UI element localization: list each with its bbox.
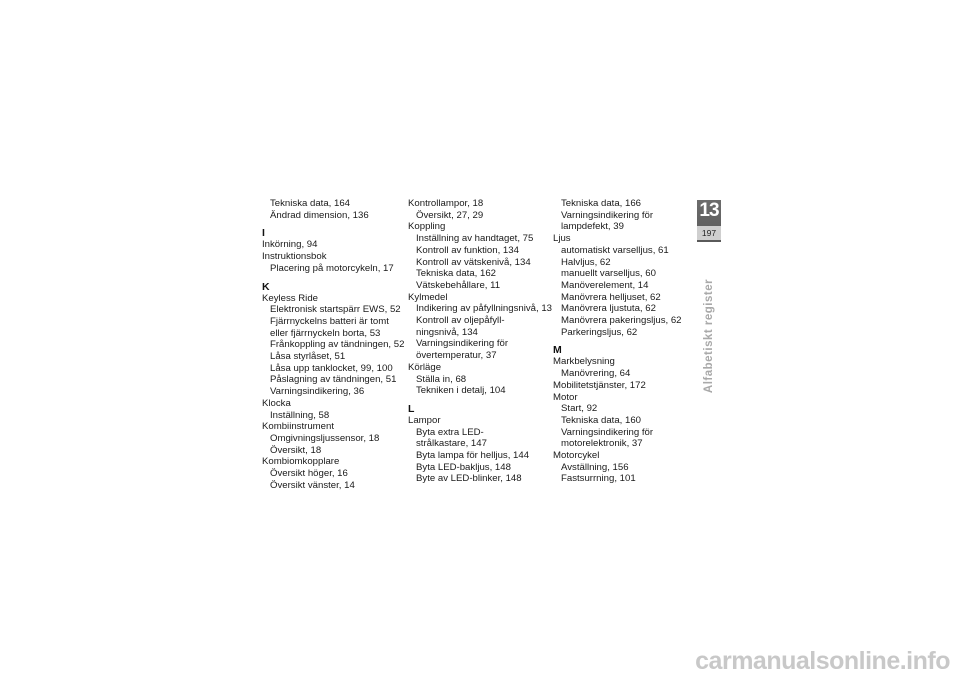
watermark: carmanualsonline.info — [695, 647, 950, 675]
index-subentry: Tekniska data, 164 — [270, 198, 351, 209]
index-column-1 — [262, 198, 405, 491]
index-subentry: Kontroll av vätskenivå, 134 — [416, 256, 531, 268]
index-subentry: Byta extra LED- — [416, 426, 484, 438]
index-subentry: eller fjärrnyckeln borta, 53 — [270, 327, 381, 339]
index-subentry: Tekniken i detalj, 104 — [416, 385, 506, 397]
index-subentry: Tekniska data, 160 — [561, 414, 642, 426]
index-subentry: Ändrad dimension, 136 — [270, 209, 369, 221]
index-entry: Markbelysning — [553, 356, 615, 368]
index-entry: Motorcykel — [553, 450, 600, 462]
index-entry: Instruktionsbok — [262, 251, 327, 263]
index-subentry: Placering på motorcykeln, 17 — [270, 262, 394, 274]
index-letter-heading: K — [262, 280, 270, 293]
chapter-tab — [697, 200, 721, 242]
index-subentry: Parkeringsljus, 62 — [561, 326, 638, 338]
index-subentry: Start, 92 — [561, 403, 598, 415]
index-subentry: Översikt höger, 16 — [270, 468, 348, 480]
index-subentry: Halvljus, 62 — [561, 256, 611, 268]
index-entry: Klocka — [262, 397, 291, 409]
index-subentry: Inställning, 58 — [270, 409, 330, 421]
index-subentry: Omgivningsljussensor, 18 — [270, 432, 380, 444]
index-subentry: Kontroll av oljepåfyll- — [416, 315, 505, 327]
index-letter-heading: L — [408, 402, 415, 415]
index-subentry: motorelektronik, 37 — [561, 438, 643, 450]
index-entry: Inkörning, 94 — [262, 239, 318, 251]
index-subentry: Tekniska data, 166 — [561, 198, 642, 209]
index-entry: Mobilitetstjänster, 172 — [553, 379, 646, 391]
index-subentry: Manövrera pakeringsljus, 62 — [561, 315, 682, 327]
index-subentry: Översikt, 18 — [270, 444, 322, 456]
index-subentry: Översikt, 27, 29 — [416, 209, 484, 221]
index-subentry: Ställa in, 68 — [416, 373, 467, 385]
index-subentry: Varningsindikering för — [561, 209, 654, 221]
index-subentry: Manöverelement, 14 — [561, 279, 649, 291]
index-entry: Körläge — [408, 361, 442, 373]
index-subentry: övertemperatur, 37 — [416, 350, 497, 362]
index-column-2 — [408, 198, 552, 485]
index-subentry: Varningsindikering, 36 — [270, 386, 365, 398]
index-entry: Motor — [553, 391, 578, 403]
index-letter-heading: I — [262, 227, 265, 240]
index-entry: Kombiomkopplare — [262, 456, 340, 468]
index-entry: Lampor — [408, 414, 441, 426]
index-entry: Kombiinstrument — [262, 421, 334, 433]
index-subentry: Manövrering, 64 — [561, 368, 631, 380]
index-subentry: Manövrera ljustuta, 62 — [561, 303, 656, 315]
index-subentry: Fastsurrning, 101 — [561, 473, 636, 485]
index-entry: Kontrollampor, 18 — [408, 198, 484, 209]
index-subentry: Påslagning av tändningen, 51 — [270, 374, 397, 386]
index-subentry: Vätskebehållare, 11 — [416, 279, 501, 291]
index-subentry: Fjärrnyckelns batteri är tomt — [270, 315, 389, 327]
index-subentry: manuellt varselljus, 60 — [561, 268, 656, 280]
index-entry: Koppling — [408, 221, 446, 233]
index-subentry: Indikering av påfyllningsnivå, 13 — [416, 303, 552, 315]
index-subentry: strålkastare, 147 — [416, 438, 487, 450]
index-subentry: Varningsindikering för — [561, 426, 654, 438]
index-subentry: lampdefekt, 39 — [561, 221, 624, 233]
index-subentry: Inställning av handtaget, 75 — [416, 233, 534, 245]
index-subentry: Byta LED-bakljus, 148 — [416, 461, 511, 473]
index-subentry: Kontroll av funktion, 134 — [416, 244, 519, 256]
index-subentry: Elektronisk startspärr EWS, 52 — [270, 304, 401, 316]
index-entry: Ljus — [553, 233, 571, 245]
index-subentry: Tekniska data, 162 — [416, 268, 497, 280]
index-subentry: Låsa upp tanklocket, 99, 100 — [270, 362, 393, 374]
index-letter-heading: M — [553, 344, 562, 357]
side-title: Alfabetiskt register — [703, 278, 715, 394]
index-subentry: Översikt vänster, 14 — [270, 479, 355, 491]
index-subentry: Byta lampa för helljus, 144 — [416, 450, 530, 462]
index-subentry: Varningsindikering för — [416, 338, 509, 350]
index-subentry: Manövrera helljuset, 62 — [561, 291, 661, 303]
page-number: 197 — [697, 226, 721, 240]
index-subentry: ningsnivå, 134 — [416, 326, 478, 338]
index-column-3 — [553, 198, 693, 485]
index-subentry: Avställning, 156 — [561, 461, 629, 473]
index-entry: Keyless Ride — [262, 292, 318, 304]
index-subentry: Låsa styrlåset, 51 — [270, 351, 346, 363]
index-entry: Kylmedel — [408, 291, 448, 303]
index-subentry: Frånkoppling av tändningen, 52 — [270, 339, 405, 351]
chapter-number: 13 — [699, 200, 719, 221]
index-subentry: Byte av LED-blinker, 148 — [416, 473, 522, 485]
index-subentry: automatiskt varselljus, 61 — [561, 244, 669, 256]
